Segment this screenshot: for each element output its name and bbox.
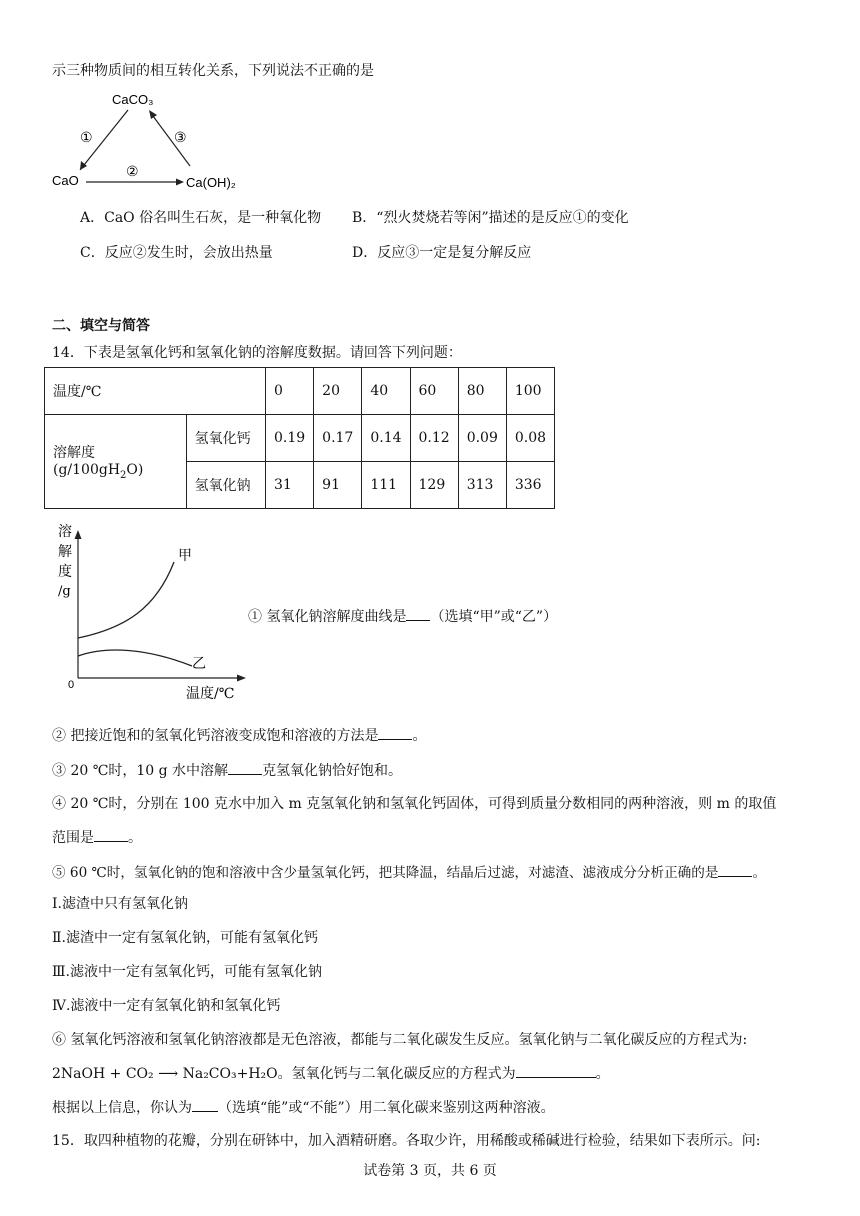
value-cell: 31 (266, 462, 314, 509)
sub-question-5: ⑤ 60 ℃时，氢氧化钠的饱和溶液中含少量氢氧化钙，把其降温，结晶后过滤，对滤渣、滤液成分分析正确的是 。 (52, 861, 766, 881)
q14-intro: 14．下表是氢氧化钙和氢氧化钠的溶解度数据。请回答下列问题： (52, 345, 462, 361)
temp-cell: 80 (458, 368, 506, 415)
value-cell: 0.12 (410, 415, 458, 462)
row-name-caoh2: 氢氧化钙 (186, 415, 265, 462)
value-cell: 0.19 (266, 415, 314, 462)
choice-2: Ⅱ.滤渣中一定有氢氧化钠，可能有氢氧化钙 (52, 930, 318, 946)
temp-cell: 60 (410, 368, 458, 415)
diagram-top-label: CaCO₃ (112, 92, 154, 107)
sub-question-6-equation: 2NaOH + CO₂ ⟶ Na₂CO₃+H₂O。氢氧化钙与二氧化碳反应的方程式为 。 (52, 1063, 610, 1083)
answer-blank[interactable] (378, 725, 412, 740)
diagram-left-label: CaO (52, 173, 79, 188)
arrow-3-label: ③ (174, 130, 187, 146)
y-label-2: 解 (58, 544, 72, 560)
curve-jia (78, 562, 174, 638)
value-cell: 336 (506, 462, 554, 509)
y-label-1: 溶 (58, 524, 72, 540)
value-cell: 0.17 (314, 415, 362, 462)
option-a: A．CaO 俗名叫生石灰，是一种氧化物 (80, 210, 322, 226)
arrow-2-label: ② (126, 164, 139, 180)
sub-question-4-line1: ④ 20 ℃时，分别在 100 克水中加入 m 克氢氧化钠和氢氧化钙固体，可得到质量分数相同的两种溶液，则 m 的取值 (52, 796, 777, 812)
solubility-graph (46, 520, 246, 710)
sub-question-4-line2: 范围是 。 (52, 827, 142, 847)
curve-jia-label: 甲 (178, 548, 192, 564)
sub-question-3: ③ 20 ℃时，10 g 水中溶解 克氢氧化钠恰好饱和。 (52, 760, 402, 780)
sub-question-6-line1: ⑥ 氢氧化钙溶液和氢氧化钠溶液都是无色溶液，都能与二氧化碳发生反应。氢氧化钠与二氧化碳反应的方程式为: (52, 1032, 748, 1048)
answer-blank[interactable] (516, 1063, 596, 1078)
option-d: D．反应③一定是复分解反应 (352, 245, 532, 261)
row-name-naoh: 氢氧化钠 (186, 462, 265, 509)
answer-blank[interactable] (94, 827, 128, 842)
value-cell: 313 (458, 462, 506, 509)
arrow-1-label: ① (80, 130, 93, 146)
value-cell: 0.08 (506, 415, 554, 462)
temp-cell: 40 (362, 368, 410, 415)
value-cell: 0.09 (458, 415, 506, 462)
table-row (45, 415, 555, 462)
page-footer: 试卷第 3 页，共 6 页 (363, 1163, 497, 1179)
q15-intro: 15．取四种植物的花瓣，分别在研钵中，加入酒精研磨。各取少许，用稀酸或稀碱进行检验，结果如下表所示。问: (52, 1133, 761, 1149)
table-row (45, 368, 555, 415)
answer-blank[interactable] (228, 760, 262, 775)
answer-blank[interactable] (406, 606, 430, 621)
curve-yi-label: 乙 (192, 656, 206, 672)
sub-question-2: ② 把接近饱和的氢氧化钙溶液变成饱和溶液的方法是 。 (52, 725, 426, 745)
x-label: 温度/℃ (186, 686, 235, 702)
y-label-3: 度 (58, 564, 72, 580)
temp-cell: 100 (506, 368, 554, 415)
sub-question-6-line3: 根据以上信息，你认为 （选填“能”或“不能”）用二氧化碳来鉴别这两种溶液。 (52, 1097, 555, 1117)
y-label-4: /g (58, 584, 71, 599)
q13-intro: 示三种物质间的相互转化关系，下列说法不正确的是 (52, 63, 374, 79)
temp-cell: 0 (266, 368, 314, 415)
option-c: C．反应②发生时，会放出热量 (80, 245, 273, 261)
conversion-diagram (50, 88, 260, 198)
choice-1: Ⅰ.滤渣中只有氢氧化钠 (52, 896, 188, 912)
solubility-header: 溶解度$(g/100gH_2O)$ (45, 415, 187, 509)
value-cell: 129 (410, 462, 458, 509)
choice-3: Ⅲ.滤液中一定有氢氧化钙，可能有氢氧化钠 (52, 964, 322, 980)
solubility-table (44, 367, 555, 509)
temp-header: 温度/℃ (45, 368, 266, 415)
answer-blank[interactable] (718, 862, 752, 877)
value-cell: 91 (314, 462, 362, 509)
origin-label: 0 (68, 679, 75, 691)
choice-4: Ⅳ.滤液中一定有氢氧化钠和氢氧化钙 (52, 998, 281, 1014)
section-title: 二、填空与简答 (52, 318, 150, 334)
curve-yi (78, 650, 192, 666)
value-cell: 0.14 (362, 415, 410, 462)
diagram-right-label: Ca(OH)₂ (186, 175, 236, 190)
option-b: B．“烈火焚烧若等闲”描述的是反应①的变化 (352, 210, 629, 226)
answer-blank[interactable] (192, 1097, 218, 1112)
temp-cell: 20 (314, 368, 362, 415)
value-cell: 111 (362, 462, 410, 509)
sub-question-1: ① 氢氧化钠溶解度曲线是 （选填“甲”或“乙”） (248, 606, 557, 626)
